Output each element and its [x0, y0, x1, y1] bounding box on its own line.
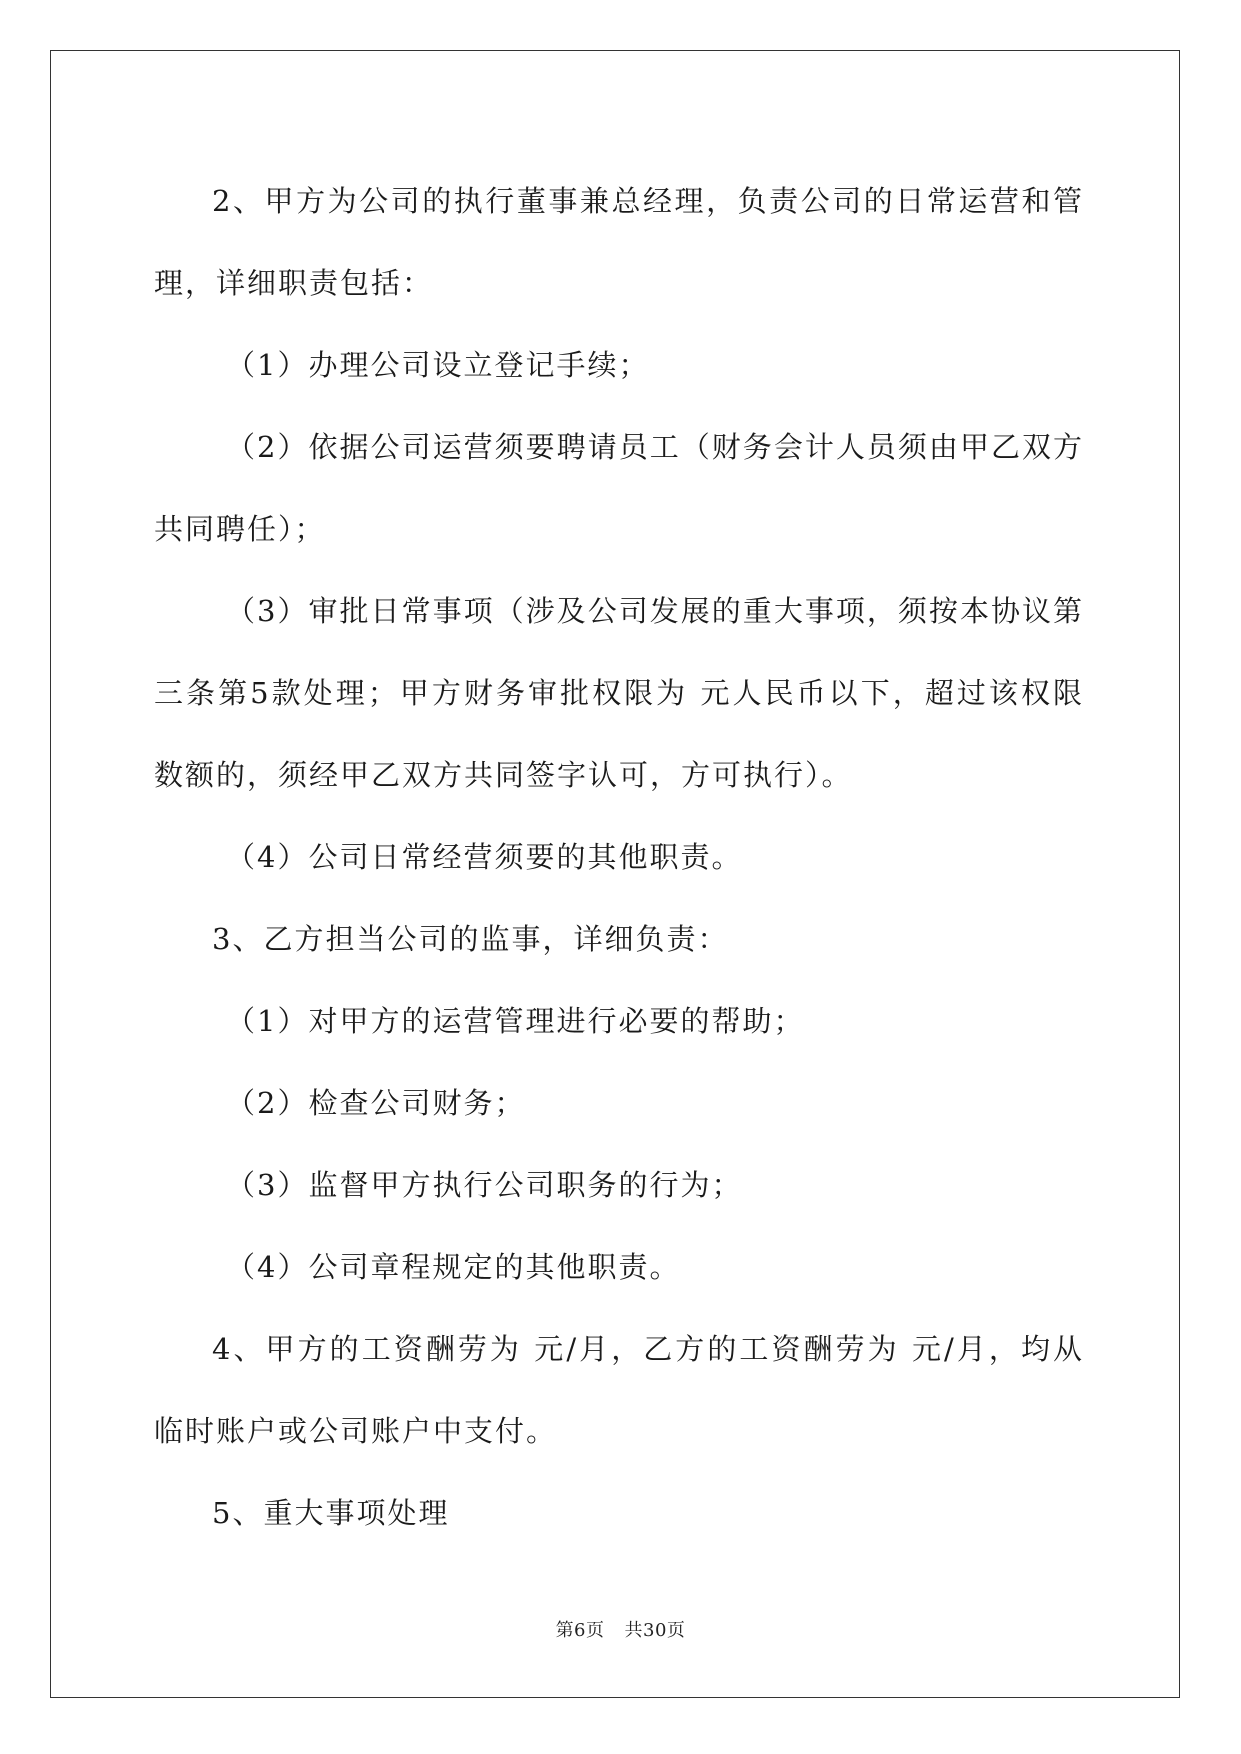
paragraph-clause-3: 3、乙方担当公司的监事，详细负责：	[212, 922, 729, 956]
paragraph-item: （2）依据公司运营须要聘请员工（财务会计人员须由甲乙双方共同聘任）；	[154, 430, 1084, 546]
page-number-current: 第6页	[555, 1620, 605, 1641]
paragraph-clause-2: 2、甲方为公司的执行董事兼总经理，负责公司的日常运营和管理，详细职责包括：	[154, 184, 1084, 300]
paragraph-item: （2）检查公司财务；	[226, 1086, 526, 1120]
paragraph-clause-4: 4、甲方的工资酬劳为 元/月，乙方的工资酬劳为 元/月，均从临时账户或公司账户中支付。	[154, 1332, 1084, 1448]
paragraph-clause-5: 5、重大事项处理	[212, 1496, 450, 1530]
paragraph-item: （4）公司日常经营须要的其他职责。	[226, 840, 743, 874]
document-body	[154, 160, 1084, 1554]
page-number-total: 共30页	[624, 1620, 686, 1641]
paragraph-item: （3）审批日常事项（涉及公司发展的重大事项，须按本协议第三条第5款处理；甲方财务审批权限为 元人民币以下，超过该权限数额的，须经甲乙双方共同签字认可，方可执行）。	[154, 594, 1084, 792]
paragraph-item: （4）公司章程规定的其他职责。	[226, 1250, 681, 1284]
page-footer	[0, 1616, 1241, 1642]
paragraph-item: （1）办理公司设立登记手续；	[226, 348, 650, 382]
paragraph-item: （3）监督甲方执行公司职务的行为；	[226, 1168, 743, 1202]
paragraph-item: （1）对甲方的运营管理进行必要的帮助；	[226, 1004, 805, 1038]
